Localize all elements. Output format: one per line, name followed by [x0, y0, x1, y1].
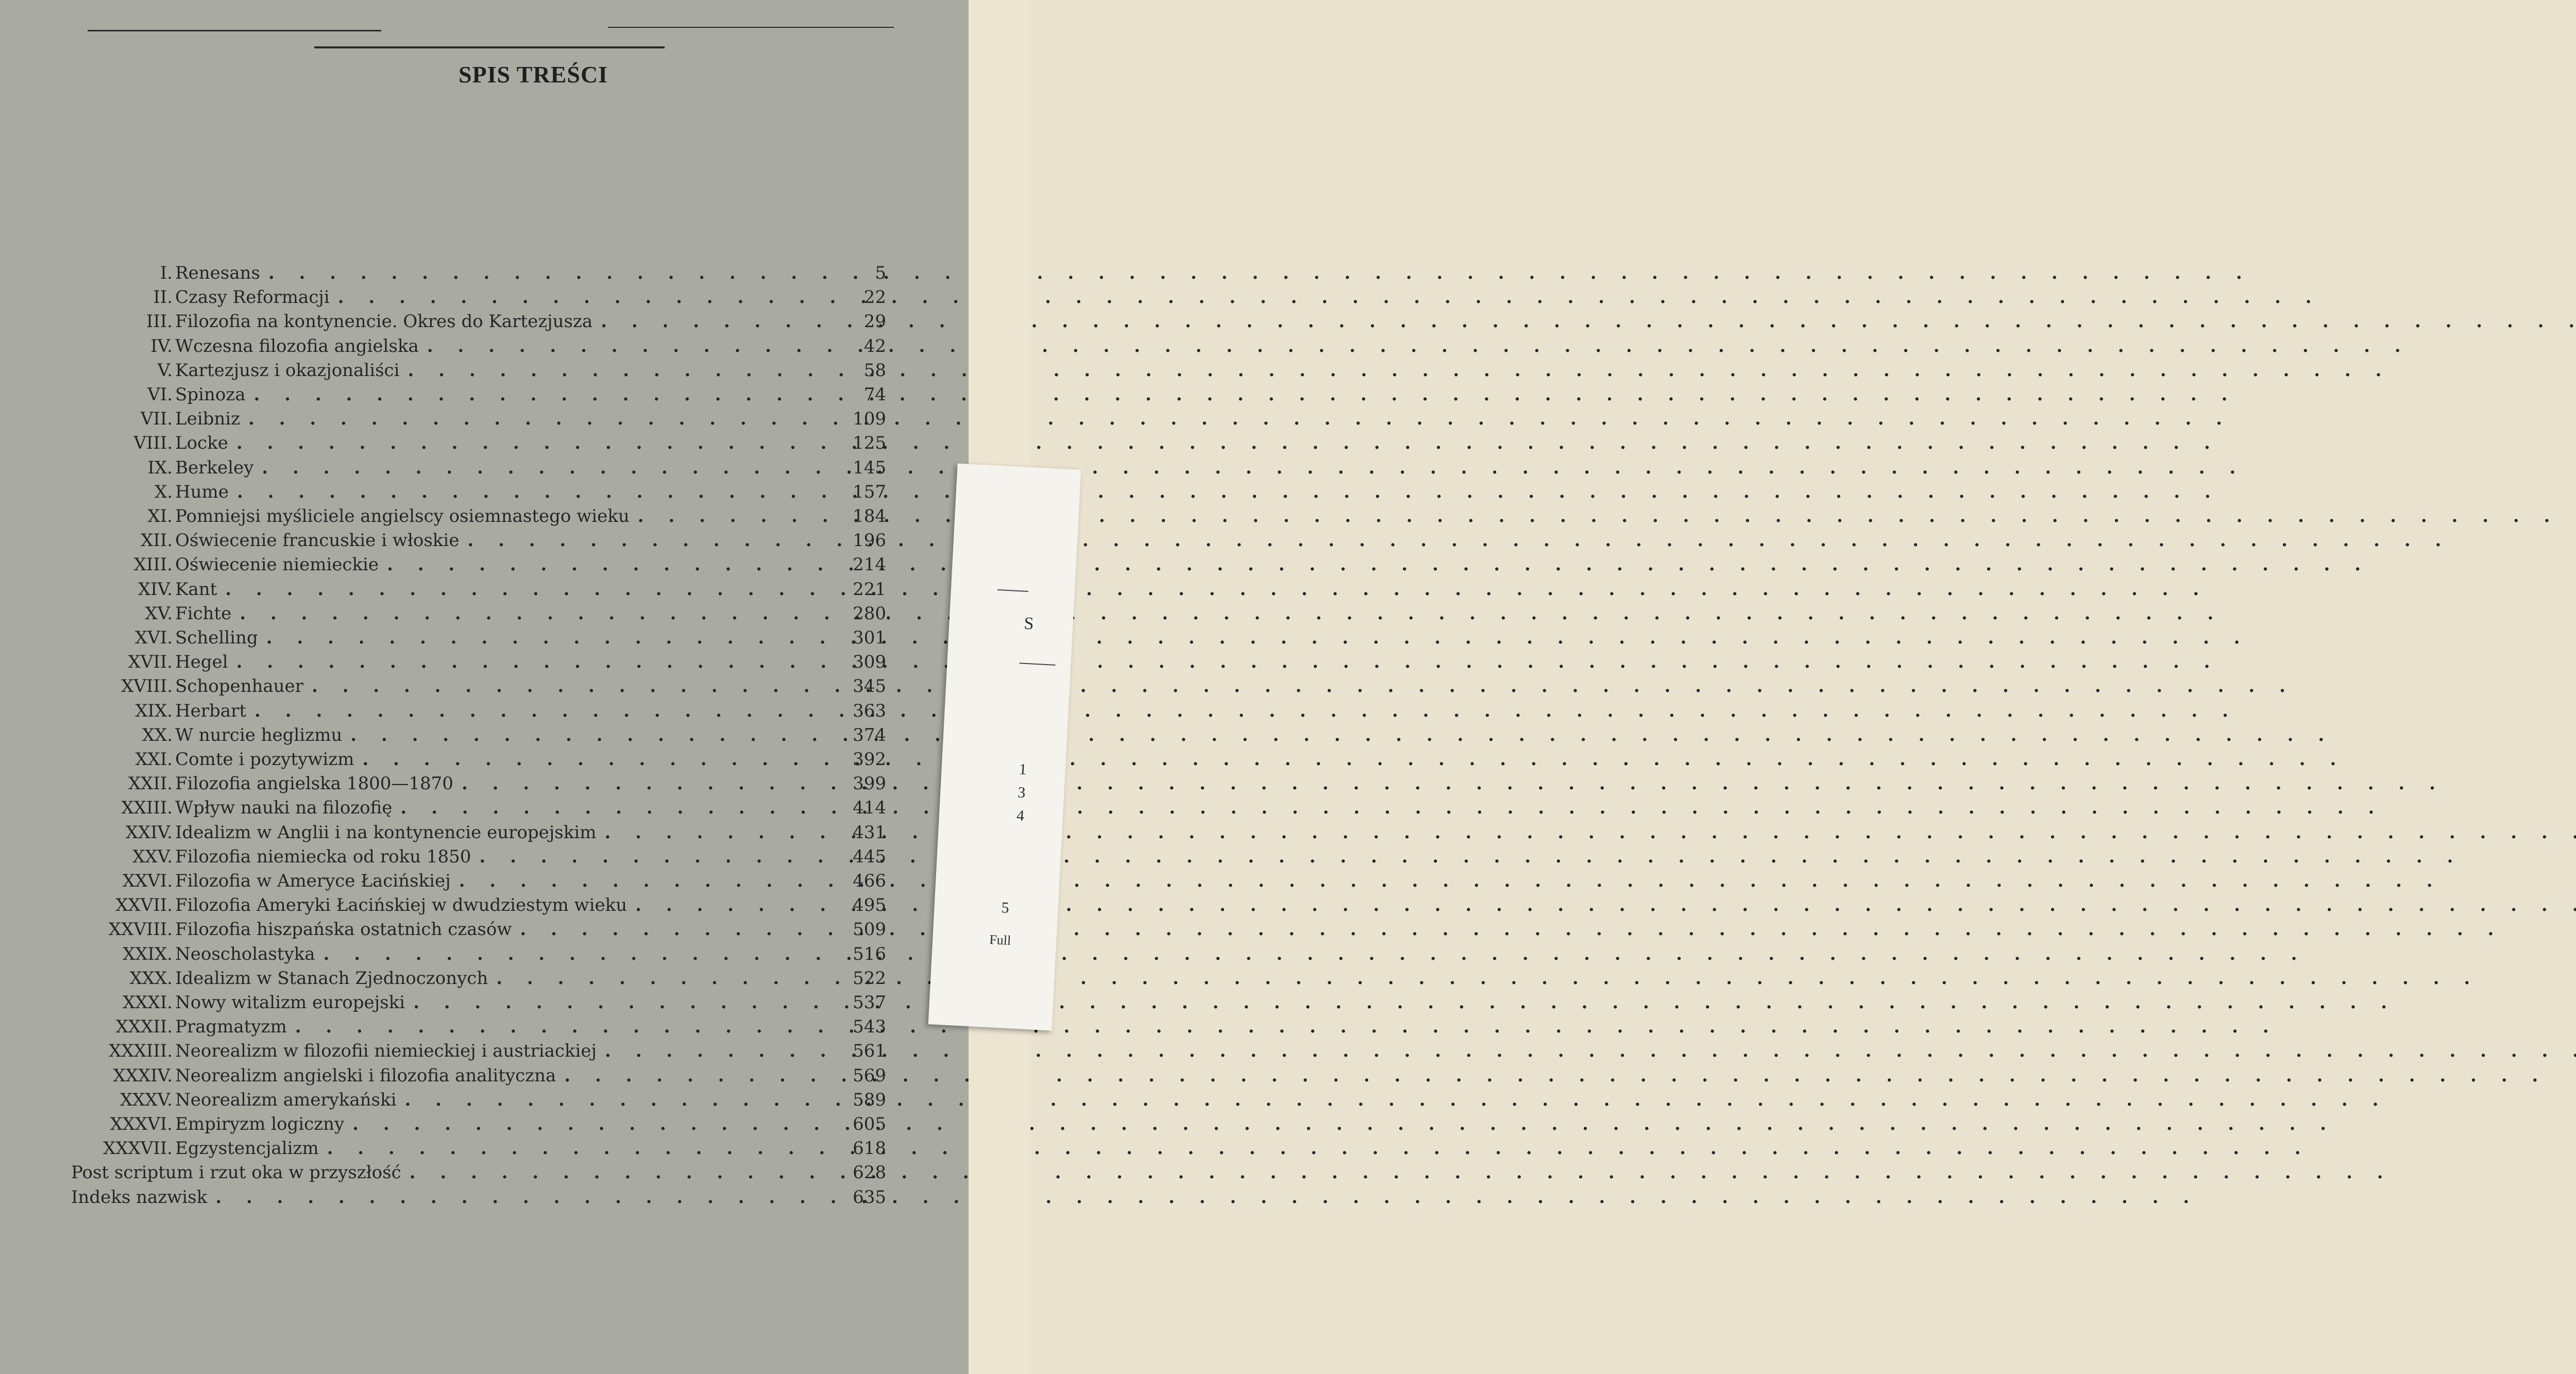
chapter-number: XX.: [142, 724, 173, 745]
chapter-title-text: Herbart: [175, 701, 250, 721]
toc-entry: [0, 263, 969, 287]
toc-entry: [0, 944, 969, 968]
toc-entry: [0, 1162, 969, 1186]
chapter-number: XI.: [147, 506, 173, 527]
page-number: 392: [853, 749, 886, 770]
chapter-number: I.: [160, 263, 173, 283]
page-number: 374: [853, 724, 886, 745]
toc-entry: [0, 627, 969, 652]
chapter-title-text: Comte i pozytywizm: [175, 749, 358, 770]
page-number: 414: [853, 798, 886, 819]
chapter-number: XXVII.: [115, 895, 173, 916]
page-number: 145: [853, 457, 886, 478]
chapter-title: [175, 676, 842, 697]
chapter-number: IX.: [147, 457, 173, 478]
chapter-number: VI.: [147, 384, 173, 405]
chapter-title: [175, 652, 842, 672]
chapter-title: [71, 1162, 842, 1183]
chapter-title-text: Pomniejsi myśliciele angielscy osiemnastego wieku: [175, 506, 634, 527]
chapter-title: [175, 773, 842, 794]
toc-entry: [0, 506, 969, 530]
toc-entry: [0, 530, 969, 554]
page-number: 537: [853, 992, 886, 1013]
slip-fragment: 3: [1017, 784, 1026, 802]
chapter-number: XVII.: [128, 652, 173, 673]
chapter-title: [175, 482, 842, 502]
book-page: [0, 0, 969, 1374]
page-number: 214: [853, 554, 886, 575]
chapter-title-text: Fichte: [175, 603, 235, 624]
toc-entry: [0, 409, 969, 433]
page-number: 5: [875, 263, 886, 283]
chapter-title-text: Wpływ nauki na filozofię: [175, 798, 396, 818]
toc-entry: [0, 433, 969, 457]
page-number: 42: [863, 335, 886, 357]
chapter-title: [175, 457, 842, 478]
chapter-title: [175, 725, 842, 745]
chapter-number: III.: [146, 311, 173, 332]
page-number: 605: [853, 1114, 886, 1134]
toc-entry: [0, 1187, 969, 1211]
page-number: 635: [853, 1186, 886, 1208]
chapter-title-text: Schelling: [175, 627, 262, 648]
title-rule: [314, 46, 665, 48]
chapter-title-text: Filozofia Ameryki Łacińskiej w dwudziestym wieku: [175, 895, 631, 915]
chapter-title: [175, 336, 842, 357]
toc-entry: [0, 773, 969, 798]
toc-entry: [0, 1016, 969, 1041]
page-number: 445: [853, 846, 886, 867]
toc-entry: [0, 871, 969, 895]
page-number: 301: [853, 627, 886, 648]
toc-entry: [0, 336, 969, 360]
chapter-title: [175, 701, 842, 721]
page-number: 561: [853, 1041, 886, 1062]
chapter-title-text: Filozofia angielska 1800—1870: [175, 773, 457, 794]
chapter-number: XXXII.: [115, 1016, 173, 1038]
chapter-title: [175, 579, 842, 600]
chapter-number: XXIV.: [125, 822, 173, 843]
page-number: 125: [853, 433, 886, 454]
toc-entry: [0, 749, 969, 773]
toc-entry: [0, 554, 969, 579]
toc-entry: [0, 1041, 969, 1065]
chapter-title: [175, 1114, 842, 1134]
chapter-number: VII.: [140, 409, 173, 430]
chapter-title: [175, 603, 842, 624]
chapter-number: X.: [154, 481, 173, 502]
chapter-number: XVIII.: [121, 676, 173, 697]
chapter-title-text: Idealizm w Anglii i na kontynencie europejskim: [175, 822, 600, 843]
chapter-title-text: Berkeley: [175, 457, 258, 478]
page-title: SPIS TREŚCI: [458, 61, 608, 88]
chapter-title: [175, 554, 842, 575]
toc-entry: [0, 798, 969, 822]
chapter-number: XVI.: [135, 627, 173, 648]
chapter-title: [175, 895, 842, 915]
chapter-title-text: Kartezjusz i okazjonaliści: [175, 360, 403, 381]
page-number: 628: [853, 1162, 886, 1183]
page-number: 543: [853, 1016, 886, 1038]
chapter-title-text: Idealizm w Stanach Zjednoczonych: [175, 968, 492, 989]
toc-entry: [0, 579, 969, 603]
page-number: 157: [853, 481, 886, 502]
chapter-title-text: Hume: [175, 482, 233, 502]
toc-entry: [0, 384, 969, 409]
chapter-title: [175, 822, 842, 843]
chapter-title: [175, 1065, 842, 1086]
chapter-title: [175, 409, 842, 429]
page-number: 22: [863, 287, 886, 308]
toc-entry: [0, 360, 969, 384]
toc-entry: [0, 1065, 969, 1090]
chapter-title-text: Neorealizm w filozofii niemieckiej i austriackiej: [175, 1041, 601, 1061]
chapter-title-text: Kant: [175, 579, 221, 600]
page-number: 466: [853, 871, 886, 891]
toc-entry: [0, 1114, 969, 1138]
toc-entry: [0, 822, 969, 846]
chapter-number: XIV.: [138, 579, 173, 600]
chapter-title: [175, 1138, 842, 1159]
toc-entry: [0, 1090, 969, 1114]
page-number: 495: [853, 895, 886, 916]
chapter-number: XXXV.: [120, 1089, 173, 1110]
top-rule-left: [88, 30, 381, 31]
chapter-number: XIII.: [133, 554, 173, 575]
page-number: 345: [853, 676, 886, 697]
toc-entry: [0, 311, 969, 335]
chapter-title: [175, 384, 842, 405]
chapter-title: [175, 311, 842, 332]
page-number: 399: [853, 773, 886, 794]
toc-entry: [0, 603, 969, 627]
chapter-title-text: Spinoza: [175, 384, 249, 405]
chapter-number: XXI.: [135, 749, 173, 770]
chapter-title-text: Indeks nazwisk: [71, 1187, 211, 1208]
chapter-title: [175, 846, 842, 867]
toc-entry: [0, 846, 969, 871]
chapter-title-text: Neorealizm angielski i filozofia analityczna: [175, 1065, 560, 1086]
chapter-title: [175, 530, 842, 551]
chapter-title: [71, 1187, 842, 1208]
slip-fragment: 4: [1016, 807, 1025, 825]
slip-fragment: S: [1023, 614, 1035, 634]
page-number: 109: [853, 409, 886, 430]
chapter-number: XII.: [141, 530, 173, 551]
page-number: 280: [853, 603, 886, 624]
chapter-title: [175, 1041, 842, 1061]
chapter-title-text: Filozofia w Ameryce Łacińskiej: [175, 871, 455, 891]
chapter-number: XXXVI.: [110, 1114, 173, 1134]
page-number: 221: [853, 579, 886, 600]
chapter-number: XXVI.: [122, 871, 173, 891]
toc-entry: [0, 725, 969, 749]
page-number: 509: [853, 919, 886, 940]
chapter-title: [175, 627, 842, 648]
page-number: 589: [853, 1089, 886, 1110]
page-number: 522: [853, 968, 886, 989]
chapter-number: XXV.: [132, 846, 173, 867]
page-number: 569: [853, 1065, 886, 1086]
slip-fragment: Full: [989, 931, 1012, 948]
page-number: 184: [853, 506, 886, 527]
chapter-title-text: Schopenhauer: [175, 676, 308, 697]
chapter-number: XIX.: [135, 700, 173, 721]
chapter-title: [175, 871, 842, 891]
page-number: 74: [863, 384, 886, 405]
page-number: 618: [853, 1138, 886, 1159]
chapter-title-text: Neoscholastyka: [175, 944, 319, 964]
chapter-number: XXXVII.: [103, 1138, 173, 1159]
toc-entry: [0, 482, 969, 506]
chapter-number: XXII.: [128, 773, 173, 794]
chapter-title-text: Oświecenie niemieckie: [175, 554, 383, 575]
chapter-title: [175, 1016, 842, 1037]
chapter-number: XXIII.: [121, 798, 173, 819]
chapter-number: XXX.: [129, 968, 173, 989]
chapter-number: VIII.: [133, 433, 173, 454]
chapter-title-text: Neorealizm amerykański: [175, 1090, 400, 1110]
chapter-title: [175, 992, 842, 1013]
chapter-number: XXIX.: [123, 943, 173, 964]
toc-entry: [0, 701, 969, 725]
slip-fragment: 1: [1018, 760, 1027, 778]
page-number: 516: [853, 943, 886, 964]
chapter-title-text: Egzystencjalizm: [175, 1138, 323, 1159]
chapter-title-text: Wczesna filozofia angielska: [175, 336, 423, 357]
toc-entry: [0, 287, 969, 311]
chapter-number: XV.: [145, 603, 173, 624]
chapter-title-text: Filozofia hiszpańska ostatnich czasów: [175, 919, 516, 940]
chapter-number: V.: [157, 360, 173, 381]
chapter-title-text: Hegel: [175, 652, 232, 672]
chapter-number: XXXIV.: [113, 1065, 173, 1086]
chapter-title: [175, 1090, 842, 1110]
page-number: 363: [853, 700, 886, 721]
chapter-title: [175, 919, 842, 940]
chapter-title: [175, 263, 842, 283]
chapter-title: [175, 944, 842, 964]
toc-entry: [0, 968, 969, 992]
toc-entry: [0, 992, 969, 1016]
chapter-title-text: Pragmatyzm: [175, 1016, 291, 1037]
chapter-number: II.: [153, 287, 173, 308]
chapter-title-text: Filozofia niemiecka od roku 1850: [175, 846, 475, 867]
chapter-title-text: Locke: [175, 433, 232, 453]
slip-rule: [997, 589, 1028, 592]
chapter-title: [175, 287, 842, 308]
chapter-title: [175, 360, 842, 381]
chapter-number: XXXI.: [123, 992, 173, 1013]
slip-fragment: 5: [1001, 899, 1010, 917]
chapter-title-text: Nowy witalizm europejski: [175, 992, 409, 1013]
toc-entry: [0, 895, 969, 919]
chapter-title-text: Renesans: [175, 263, 264, 283]
chapter-title: [175, 798, 842, 818]
chapter-title: [175, 968, 842, 989]
toc-entry: [0, 919, 969, 943]
slip-rule: [1020, 663, 1056, 666]
chapter-title: [175, 749, 842, 770]
chapter-title-text: Oświecenie francuskie i włoskie: [175, 530, 463, 551]
chapter-title-text: Czasy Reformacji: [175, 287, 334, 308]
page-number: 29: [863, 311, 886, 332]
chapter-title-text: Leibniz: [175, 409, 244, 429]
chapter-title-text: Filozofia na kontynencie. Okres do Kartezjusza: [175, 311, 597, 332]
chapter-title-text: Empiryzm logiczny: [175, 1114, 348, 1134]
chapter-number: XXXIII.: [109, 1041, 173, 1062]
page-number: 309: [853, 652, 886, 673]
page-number: 58: [863, 360, 886, 381]
page-number: 431: [853, 822, 886, 843]
chapter-title: [175, 433, 842, 453]
chapter-number: IV.: [150, 335, 173, 357]
toc-entry: [0, 652, 969, 676]
chapter-title-text: Post scriptum i rzut oka w przyszłość: [71, 1162, 405, 1183]
chapter-title-text: W nurcie heglizmu: [175, 725, 346, 745]
toc-entry: [0, 676, 969, 700]
chapter-title: [175, 506, 842, 527]
page-number: 196: [853, 530, 886, 551]
toc-entry: [0, 1138, 969, 1162]
chapter-number: XXVIII.: [108, 919, 173, 940]
toc-entry: [0, 457, 969, 482]
top-rule-right: [608, 27, 894, 28]
